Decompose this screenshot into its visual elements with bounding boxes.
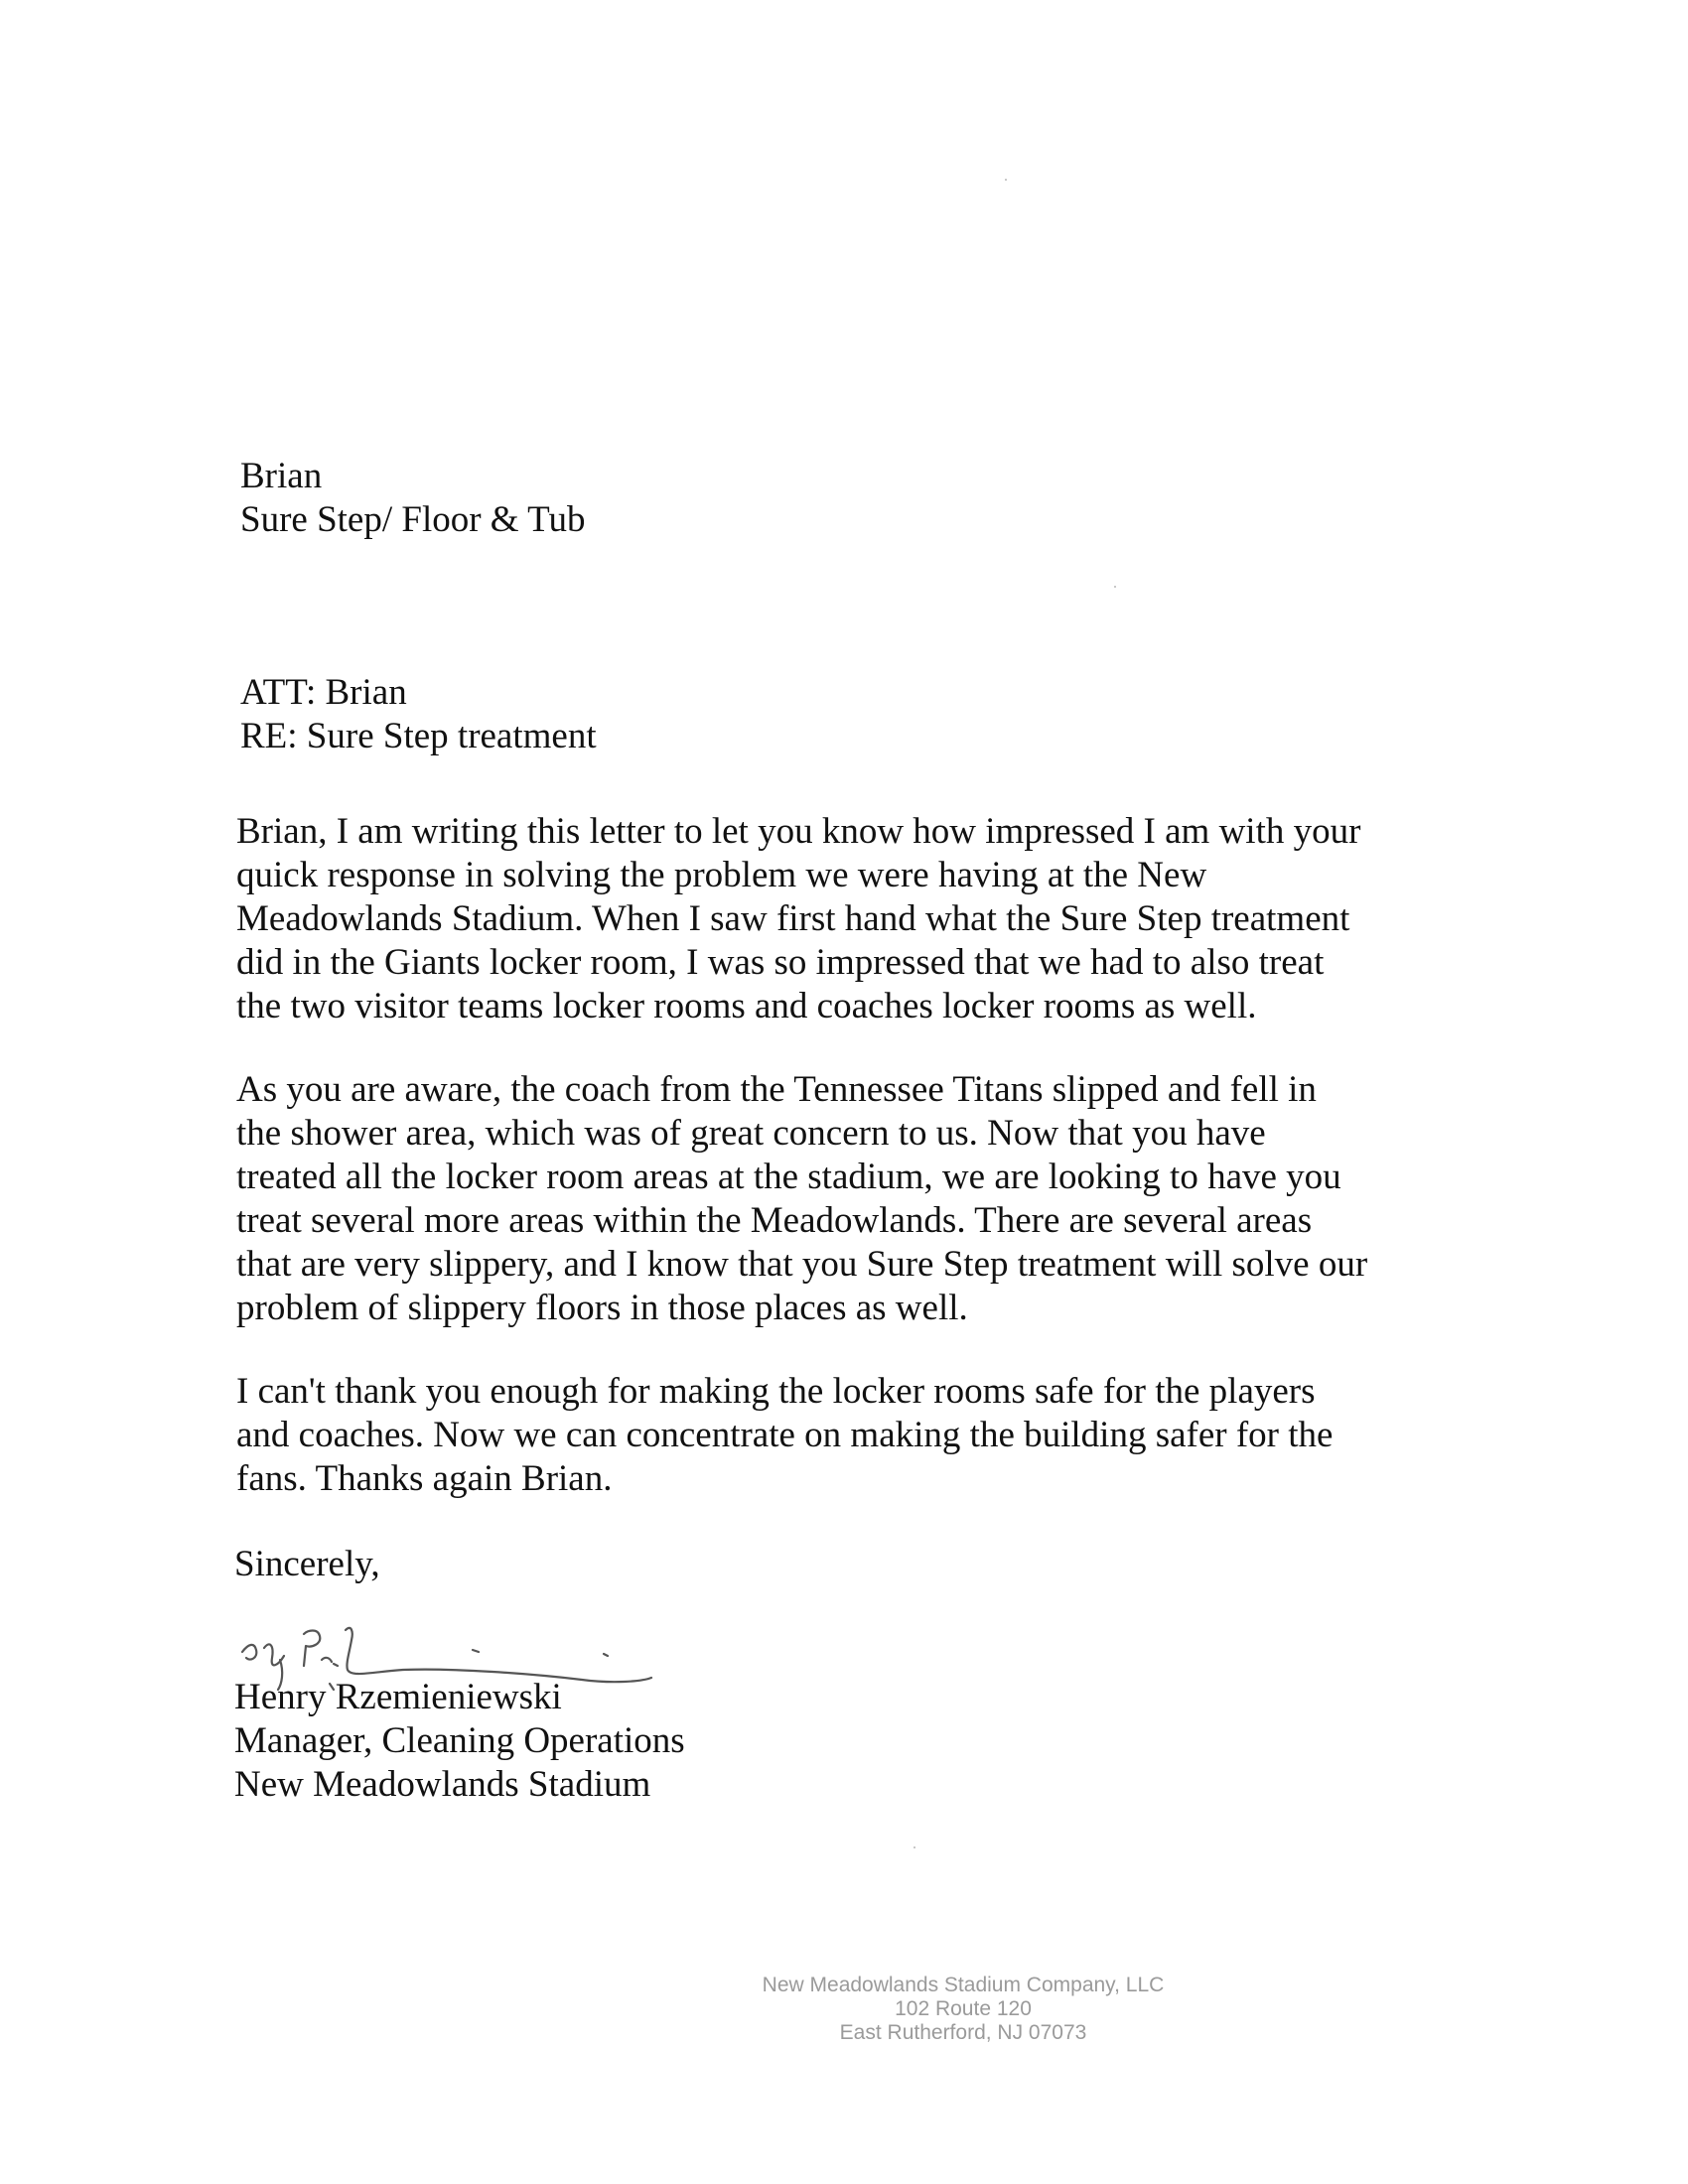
body-line: the shower area, which was of great concern to us. Now that you have bbox=[236, 1113, 1266, 1154]
signer-title: Manager, Cleaning Operations bbox=[234, 1720, 685, 1761]
body-paragraph-1 bbox=[236, 810, 1360, 1028]
body-line: the two visitor teams locker rooms and coaches locker rooms as well. bbox=[236, 986, 1257, 1026]
body-line: quick response in solving the problem we were having at the New bbox=[236, 855, 1207, 895]
body-line: and coaches. Now we can concentrate on making the building safer for the bbox=[236, 1415, 1334, 1455]
footer-street: 102 Route 120 bbox=[895, 1997, 1032, 2020]
footer-company: New Meadowlands Stadium Company, LLC bbox=[762, 1974, 1165, 1996]
footer-city: East Rutherford, NJ 07073 bbox=[839, 2021, 1087, 2044]
body-line: problem of slippery floors in those places as well. bbox=[236, 1288, 968, 1328]
reference-block bbox=[240, 671, 597, 758]
body-line: Meadowlands Stadium. When I saw first hand what the Sure Step treatment bbox=[236, 898, 1350, 939]
body-paragraph-3 bbox=[236, 1370, 1333, 1501]
body-line: As you are aware, the coach from the Tennessee Titans slipped and fell in bbox=[236, 1069, 1317, 1110]
signer-block bbox=[234, 1676, 685, 1807]
scan-speck bbox=[914, 1846, 915, 1848]
body-line: that are very slippery, and I know that you Sure Step treatment will solve our bbox=[236, 1244, 1368, 1285]
body-paragraph-2 bbox=[236, 1068, 1367, 1330]
recipient-name: Brian bbox=[240, 456, 323, 496]
recipient-company: Sure Step/ Floor & Tub bbox=[240, 499, 586, 540]
body-line: fans. Thanks again Brian. bbox=[236, 1458, 613, 1499]
signer-organization: New Meadowlands Stadium bbox=[234, 1764, 651, 1805]
body-line: treat several more areas within the Meadowlands. There are several areas bbox=[236, 1200, 1313, 1241]
scan-speck bbox=[1114, 586, 1116, 588]
subject-line: RE: Sure Step treatment bbox=[240, 716, 597, 756]
recipient-block bbox=[240, 455, 585, 542]
letterhead-footer bbox=[0, 1974, 1688, 2045]
closing-salutation: Sincerely, bbox=[234, 1544, 380, 1584]
body-line: did in the Giants locker room, I was so impressed that we had to also treat bbox=[236, 942, 1325, 983]
body-line: treated all the locker room areas at the stadium, we are looking to have you bbox=[236, 1157, 1341, 1197]
body-line: I can't thank you enough for making the locker rooms safe for the players bbox=[236, 1371, 1316, 1412]
attention-line: ATT: Brian bbox=[240, 672, 407, 713]
signer-name: Henry Rzemieniewski bbox=[234, 1677, 562, 1717]
body-line: Brian, I am writing this letter to let you know how impressed I am with your bbox=[236, 811, 1361, 852]
scan-speck bbox=[1005, 179, 1007, 181]
